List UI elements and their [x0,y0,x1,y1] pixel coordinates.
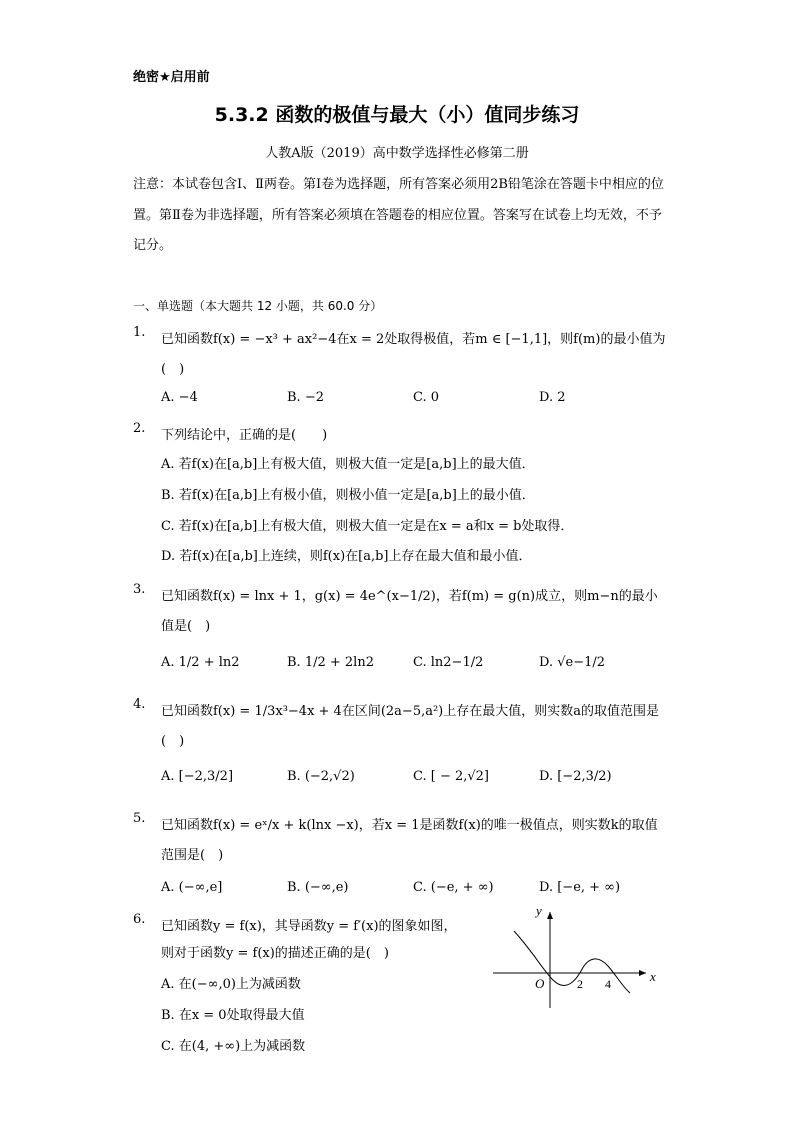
tick-label-4: 4 [605,977,611,991]
option-d: D. √e−1/2 [539,655,606,670]
derivative-curve [514,931,630,993]
question-number: 5. [133,811,146,826]
y-axis-arrow [547,912,553,919]
option-d: D. [−2,3/2) [539,769,612,784]
option-a: A. 若f(x)在[a,b]上有极大值，则极大值一定是[a,b]上的最大值． [161,457,535,472]
option-c: C. [ − 2,√2] [413,769,490,784]
option-c: C. 在(4, +∞)上为减函数 [161,1039,306,1054]
option-c: C. 0 [413,390,440,405]
option-b: B. 在x = 0处取得最大值 [161,1008,305,1023]
option-a: A. (−∞,e] [161,880,223,895]
option-d: D. 2 [539,390,566,405]
x-axis-label: x [650,969,656,984]
option-d: D. [−e, + ∞) [539,880,621,895]
option-d: D. 若f(x)在[a,b]上连续，则f(x)在[a,b]上存在最大值和最小值． [161,549,532,564]
question-text: 已知函数f(x) = eˣ/x + k(lnx −x)，若x = 1是函数f(x)的唯一极值点，则实数k的取值范围是( ) [161,818,658,863]
option-c: C. ln2−1/2 [413,655,484,670]
question-text-line-1: 已知函数y = f(x)，其导函数y = f′(x)的图象如图， [161,919,457,934]
x-axis-arrow [639,970,646,976]
question-text-line-2: 则对于函数y = f(x)的描述正确的是( ) [161,946,389,961]
question-number: 3. [133,582,146,597]
y-axis-label: y [536,903,542,918]
derivative-graph [488,900,668,1015]
option-b: B. (−∞,e) [287,880,349,895]
option-c: C. 若f(x)在[a,b]上有极大值，则极大值一定是在x = a和x = b处取得． [161,519,574,534]
page-subtitle: 人教A版（2019）高中数学选择性必修第二册 [265,146,529,161]
option-c: C. (−e, + ∞) [413,880,494,895]
option-b: B. −2 [287,390,324,405]
page-title: 5.3.2 函数的极值与最大（小）值同步练习 [214,104,580,126]
question-number: 6. [133,912,146,927]
option-b: B. 若f(x)在[a,b]上有极小值，则极小值一定是[a,b]上的最小值． [161,488,535,503]
option-a: A. −4 [161,390,198,405]
exam-notice: 注意：本试卷包含Ⅰ、Ⅱ两卷。第Ⅰ卷为选择题，所有答案必须用2B铅笔涂在答题卡中相应的位置。第Ⅱ卷为非选择题，所有答案必须填在答题卷的相应位置。答案写在试卷上均无效，不予记分。 [133,177,664,253]
origin-label: O [535,976,545,991]
question-number: 1. [133,325,146,340]
question-text: 已知函数f(x) = 1/3x³−4x + 4在区间(2a−5,a²)上存在最大值，则实数a的取值范围是( ) [161,704,660,749]
question-text: 下列结论中，正确的是( ) [161,428,328,443]
question-text: 已知函数f(x) = −x³ + ax²−4在x = 2处取得极值，若m ∈ [−1,1]，则f(m)的最小值为( ) [161,332,666,377]
option-b: B. (−2,√2) [287,769,355,784]
section-heading: 一、单选题（本大题共 12 小题，共 60.0 分） [133,299,383,313]
question-number: 2. [133,421,146,436]
tick-label-2: 2 [577,977,583,991]
option-a: A. 1/2 + ln2 [161,655,240,670]
secret-mark: 绝密★启用前 [133,70,210,85]
option-a: A. 在(−∞,0)上为减函数 [161,977,301,992]
option-a: A. [−2,3/2] [161,769,234,784]
question-text: 已知函数f(x) = lnx + 1，g(x) = 4e^(x−1/2)，若f(m) = g(n)成立，则m−n的最小值是( ) [161,589,658,634]
option-b: B. 1/2 + 2ln2 [287,655,374,670]
question-number: 4. [133,697,146,712]
